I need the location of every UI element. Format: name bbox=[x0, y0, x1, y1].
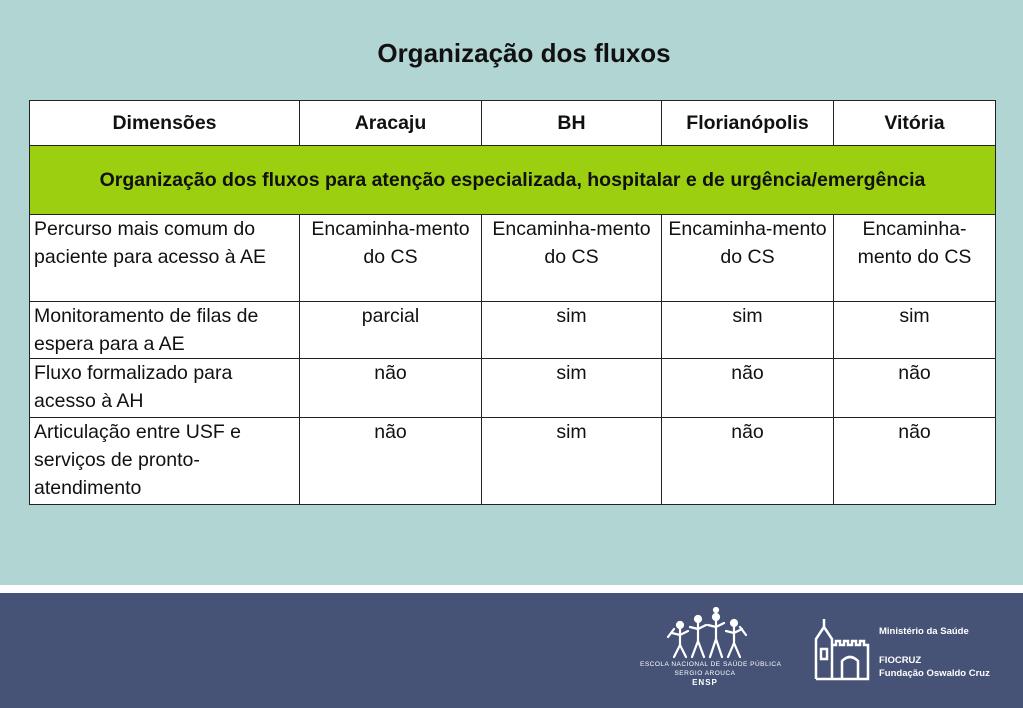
table-row bbox=[30, 418, 996, 505]
footer-divider bbox=[0, 585, 1023, 593]
section-heading: Organização dos fluxos para atenção especializada, hospitalar e de urgência/emergência bbox=[30, 146, 996, 215]
ministry-label: Ministério da Saúde bbox=[879, 626, 969, 637]
column-header-aracaju: Aracaju bbox=[300, 101, 482, 146]
table-cell: não bbox=[300, 359, 482, 418]
table-cell: não bbox=[834, 359, 996, 418]
column-header-florianopolis: Florianópolis bbox=[662, 101, 834, 146]
ensp-figures-icon bbox=[640, 607, 770, 661]
comparison-table bbox=[29, 100, 996, 505]
column-header-bh: BH bbox=[482, 101, 662, 146]
table-cell: não bbox=[662, 418, 834, 505]
table-cell: sim bbox=[834, 302, 996, 359]
section-row bbox=[30, 146, 996, 215]
table-row bbox=[30, 215, 996, 302]
table-cell: não bbox=[662, 359, 834, 418]
row-label: Monitoramento de filas de espera para a AE bbox=[30, 302, 300, 359]
table-cell: sim bbox=[482, 302, 662, 359]
table-cell: Encaminha-mento do CS bbox=[482, 215, 662, 302]
row-label: Articulação entre USF e serviços de pronto-atendimento bbox=[30, 418, 300, 505]
ensp-school-subname: SERGIO AROUCA bbox=[674, 670, 736, 677]
ensp-logo bbox=[640, 607, 782, 703]
fiocruz-label: FIOCRUZ bbox=[879, 655, 922, 666]
table-cell: Encaminha-mento do CS bbox=[662, 215, 834, 302]
row-label: Percurso mais comum do paciente para acesso à AE bbox=[30, 215, 300, 302]
table-cell: sim bbox=[662, 302, 834, 359]
table-cell: parcial bbox=[300, 302, 482, 359]
column-header-vitoria: Vitória bbox=[834, 101, 996, 146]
table-row bbox=[30, 359, 996, 418]
table-cell: não bbox=[300, 418, 482, 505]
slide-title: Organização dos fluxos bbox=[377, 38, 671, 68]
column-header-dimensoes: Dimensões bbox=[30, 101, 300, 146]
table-cell: Encaminha-mento do CS bbox=[834, 215, 996, 302]
table-cell: não bbox=[834, 418, 996, 505]
fiocruz-castle-icon bbox=[812, 615, 872, 681]
table-row bbox=[30, 302, 996, 359]
table-cell: Encaminha-mento do CS bbox=[300, 215, 482, 302]
ensp-acronym: ENSP bbox=[692, 678, 718, 687]
table-header-row bbox=[30, 101, 996, 146]
table-cell: sim bbox=[482, 359, 662, 418]
row-label: Fluxo formalizado para acesso à AH bbox=[30, 359, 300, 418]
table-cell: sim bbox=[482, 418, 662, 505]
footer-band bbox=[0, 593, 1023, 708]
ensp-school-name: ESCOLA NACIONAL DE SAÚDE PÚBLICA bbox=[640, 661, 782, 668]
foundation-label: Fundação Oswaldo Cruz bbox=[879, 668, 990, 679]
